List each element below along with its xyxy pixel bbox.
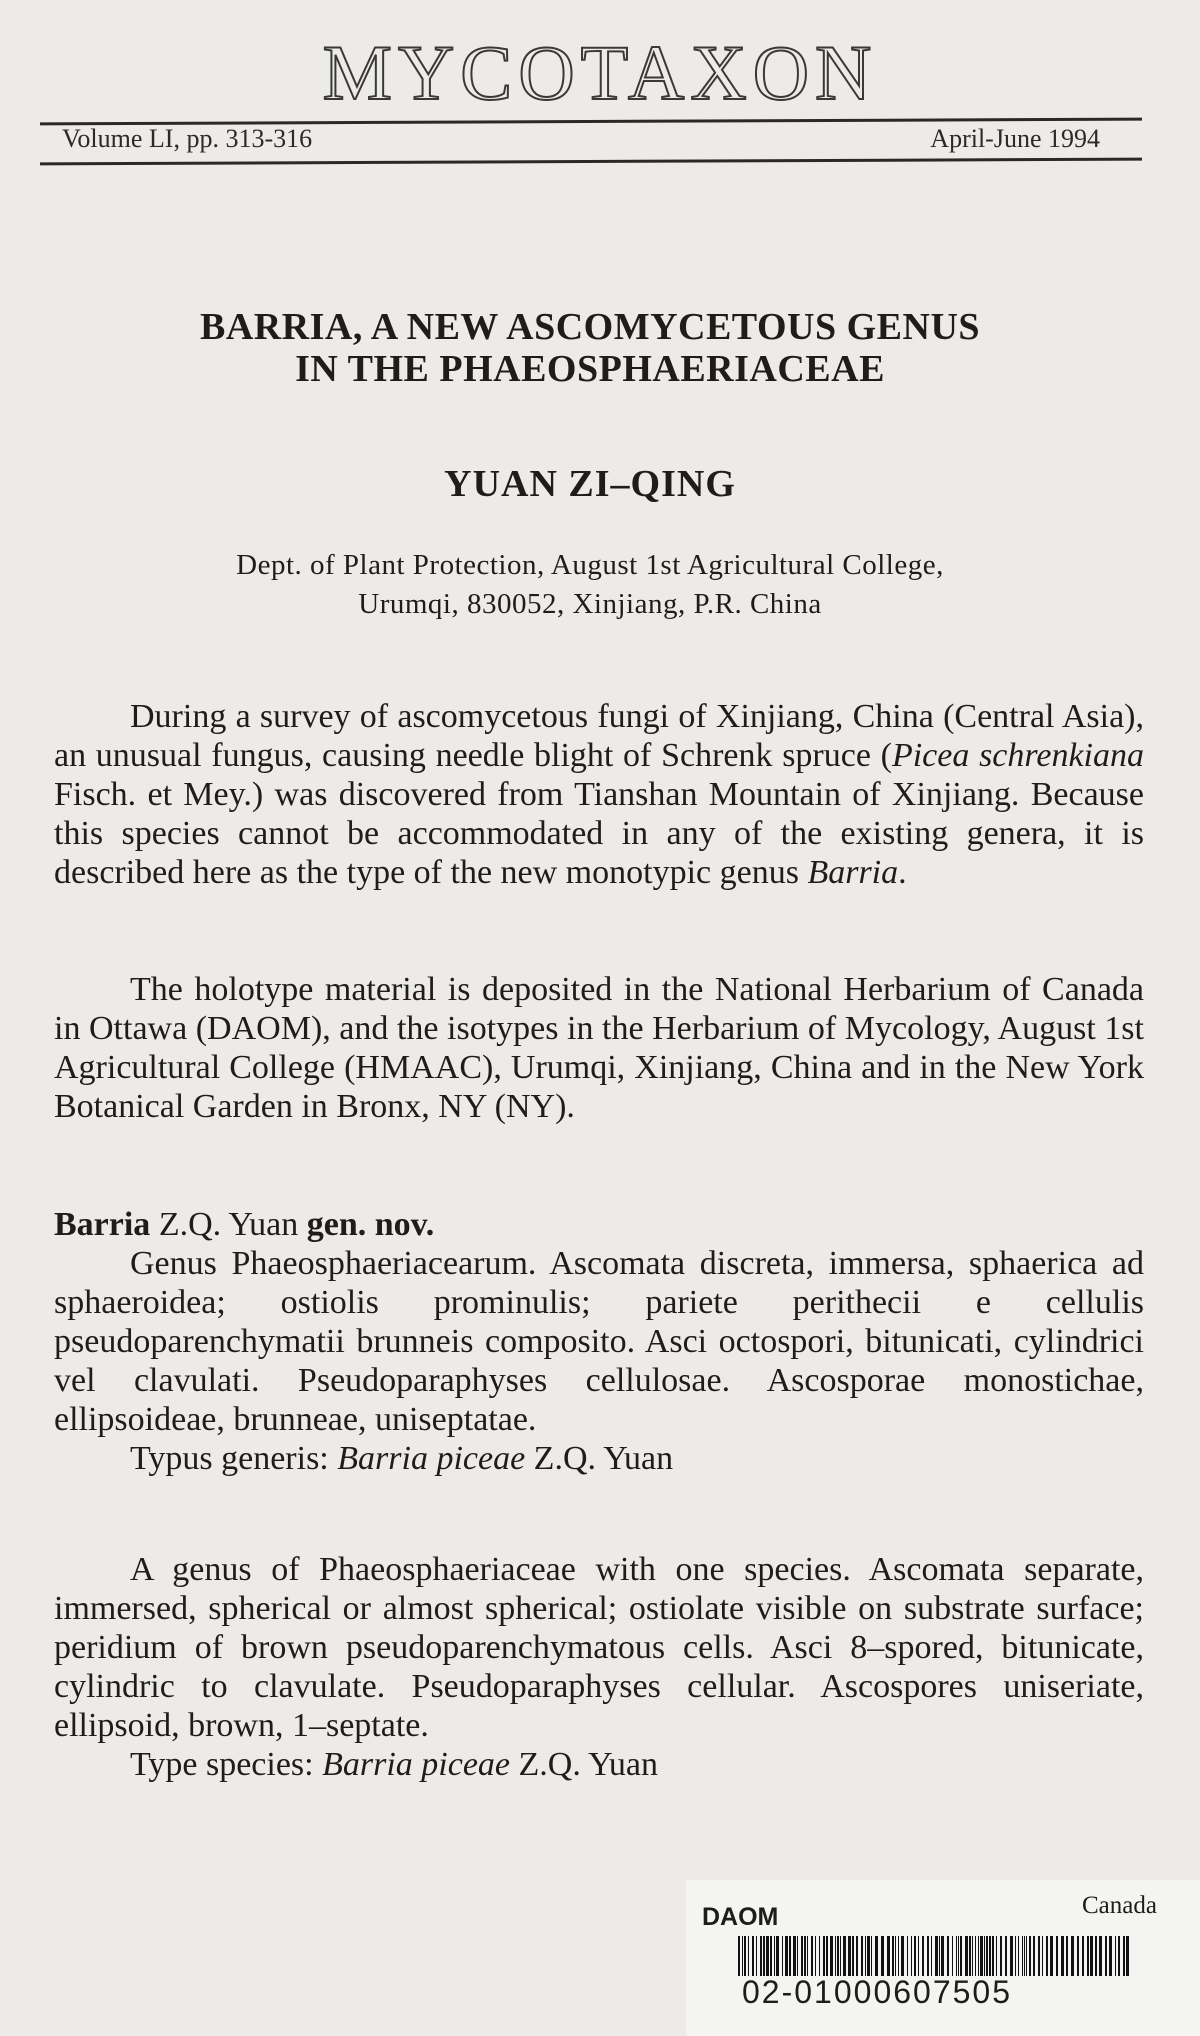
intro-text-c: . bbox=[898, 854, 907, 891]
author-affiliation bbox=[0, 546, 1180, 624]
journal-masthead: MYCOTAXON bbox=[322, 29, 878, 116]
title-line-2: IN THE PHAEOSPHAERIACEAE bbox=[295, 348, 885, 390]
volume-info: Volume LI, pp. 313-316 bbox=[62, 124, 313, 153]
article-title bbox=[0, 306, 1180, 390]
genus-authority: Z.Q. Yuan bbox=[150, 1206, 307, 1243]
typus-line bbox=[54, 1439, 1144, 1478]
issue-date: April-June 1994 bbox=[930, 124, 1100, 153]
type-species-line bbox=[54, 1745, 1144, 1784]
genus-name: Barria bbox=[807, 854, 899, 891]
typus-authority: Z.Q. Yuan bbox=[525, 1440, 674, 1477]
genus-heading-name: Barria bbox=[54, 1206, 151, 1243]
canada-wordmark: Canada bbox=[1082, 1892, 1157, 1919]
genus-description bbox=[54, 1205, 1144, 1478]
type-species: Barria piceae bbox=[322, 1746, 511, 1783]
header-rule-bottom bbox=[40, 158, 1142, 166]
intro-text-a: During a survey of ascomycetous fungi of Xinjiang, China (Central Asia), an unusual fungus, causing needle blight of Schrenk spruce ( bbox=[54, 698, 1144, 774]
type-label: Type species: bbox=[130, 1746, 323, 1783]
genus-status: gen. nov. bbox=[306, 1206, 435, 1243]
intro-paragraph bbox=[54, 697, 1144, 892]
holotype-text: The holotype material is deposited in the National Herbarium of Canada in Ottawa (DAOM), and the isotypes in the Herbarium of Mycology, August 1st Agricultural College (HMAAC), Urumqi, Xinjiang, China and in the New York Botanical Garden in Bronx, NY (NY). bbox=[54, 971, 1144, 1125]
species-name: Picea schrenkiana bbox=[891, 737, 1144, 774]
title-line-1: BARRIA, A NEW ASCOMYCETOUS GENUS bbox=[199, 306, 981, 348]
latin-diagnosis: Genus Phaeosphaeriacearum. Ascomata discreta, immersa, sphaerica ad sphaeroidea; ostiolis prominulis; pariete perithecii e cellulis pseudoparenchymatii brunneis composito. Asci octospori, bitunicati, cylindrici vel clavulati. Pseudoparaphyses cellulosae. Ascosporae monostichae, ellipsoideae, brunneae, uniseptatae. bbox=[54, 1245, 1144, 1438]
english-diagnosis: A genus of Phaeosphaeriaceae with one species. Ascomata separate, immersed, spherical or almost spherical; ostiolate visible on substrate surface; peridium of brown pseudoparenchymatous cells. Asci 8–spored, bitunicate, cylindric to clavulate. Pseudoparaphyses cellular. Ascospores uniseriate, ellipsoid, brown, 1–septate. bbox=[54, 1551, 1144, 1744]
type-authority: Z.Q. Yuan bbox=[510, 1746, 658, 1783]
typus-species: Barria piceae bbox=[337, 1440, 526, 1477]
herbarium-code: DAOM bbox=[702, 1903, 779, 1931]
author-name: YUAN ZI–QING bbox=[444, 463, 736, 505]
english-description bbox=[54, 1550, 1144, 1784]
barcode-number: 02-01000607505 bbox=[742, 1974, 1013, 2010]
affiliation-line-2: Urumqi, 830052, Xinjiang, P.R. China bbox=[358, 588, 822, 620]
holotype-paragraph bbox=[54, 970, 1144, 1126]
typus-label: Typus generis: bbox=[130, 1440, 338, 1477]
affiliation-line-1: Dept. of Plant Protection, August 1st Agricultural College, bbox=[236, 549, 944, 581]
genus-heading bbox=[54, 1205, 1144, 1244]
intro-text-b: Fisch. et Mey.) was discovered from Tianshan Mountain of Xinjiang. Because this species cannot be accommodated in any of the existing genera, it is described here as the type of the new monotypic genus bbox=[54, 776, 1144, 891]
